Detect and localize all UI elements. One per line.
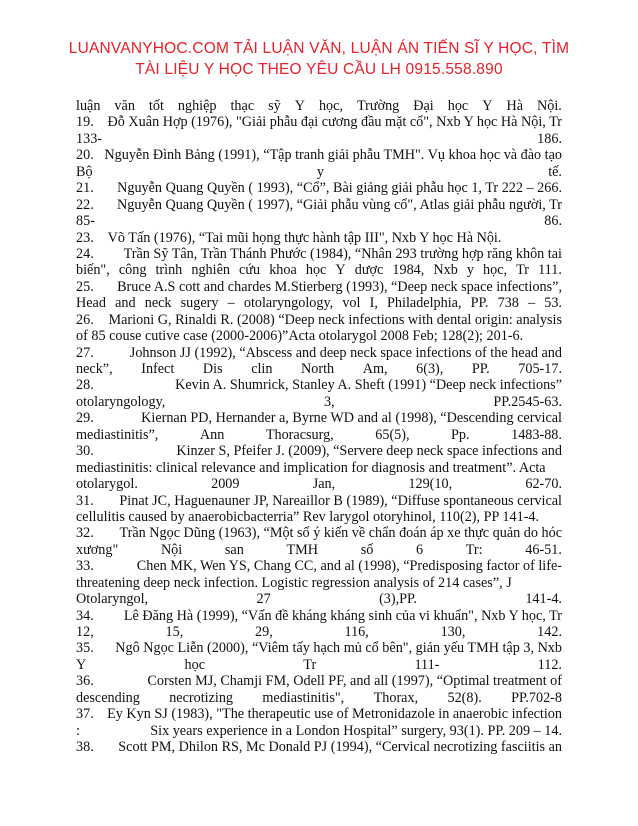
reference-text: Johnson JJ (1992), “Abscess and deep neck space infections of the head and xyxy=(129,344,562,361)
reference-text: 6(3), xyxy=(416,361,444,377)
reference-line xyxy=(76,739,562,755)
reference-line xyxy=(76,460,562,476)
reference-text: of 85 couse cutive case (2000-2006)”Acta otolarygol 2008 Feb; 128(2); 201-6. xyxy=(76,328,524,345)
reference-line xyxy=(76,608,562,624)
reference-text: y xyxy=(316,163,324,180)
reference-text: 33. xyxy=(76,558,94,575)
reference-line xyxy=(76,427,562,443)
reference-line xyxy=(76,525,562,541)
reference-line xyxy=(76,706,562,722)
reference-text: Thorax, xyxy=(373,689,419,706)
banner-line-2: TÀI LIỆU Y HỌC THEO YÊU CẦU LH 0915.558.890 xyxy=(135,61,503,78)
reference-text: học xyxy=(447,98,469,114)
reference-text: Y xyxy=(76,656,87,673)
reference-text: học xyxy=(305,262,327,279)
reference-text: North xyxy=(301,361,335,377)
reference-text: san xyxy=(224,541,244,558)
reference-line xyxy=(76,295,562,311)
reference-text: 129(10, xyxy=(408,476,453,493)
reference-text: : xyxy=(76,722,80,739)
reference-text: Y xyxy=(335,262,346,279)
reference-line xyxy=(76,114,562,130)
reference-text: clin xyxy=(251,361,273,377)
reference-text: neck”, xyxy=(76,361,113,377)
reference-text: 62-70. xyxy=(525,476,562,493)
reference-text: 31. xyxy=(76,492,94,509)
reference-text: Đỗ Xuân Hợp (1976), "Giải phẫu đại cương đầu mặt cổ", Nxb Y học Hà Nội, Tr xyxy=(107,114,562,131)
reference-text: 27. xyxy=(76,344,94,361)
reference-text: Pinat JC, Haguenauner JP, Nareaillor B (1989), “Diffuse spontaneous cervical xyxy=(119,492,562,509)
reference-text: nghiệp xyxy=(177,98,217,114)
reference-text: cứu xyxy=(239,262,261,279)
reference-text: vol xyxy=(342,295,361,312)
reference-text: tốt xyxy=(148,98,164,114)
reference-line xyxy=(76,575,562,591)
reference-line xyxy=(76,312,562,328)
reference-line xyxy=(76,377,562,393)
reference-text: mediastinitis: clinical relevance and implication for diagnosis and treatment”. Acta xyxy=(76,459,546,476)
reference-text: 3, xyxy=(324,393,335,410)
reference-text: necrotizing xyxy=(169,689,234,706)
reference-text: tế. xyxy=(548,163,562,180)
reference-line xyxy=(76,361,562,377)
reference-text: Am, xyxy=(362,361,388,377)
reference-text: – xyxy=(227,295,235,312)
reference-text: 35. xyxy=(76,640,94,657)
reference-line xyxy=(76,493,562,509)
reference-text: neck xyxy=(144,295,172,312)
reference-text: Ngô Ngọc Liễn (2000), “Viêm tấy hạch mủ cổ bên", giản yếu TMH tập 3, Nxb xyxy=(115,640,562,657)
reference-text: 46-51. xyxy=(525,541,562,558)
reference-text: 130, xyxy=(440,624,466,640)
reference-text: Tr xyxy=(516,262,530,279)
reference-text: PP.702-8 xyxy=(511,689,562,706)
reference-text: 36. xyxy=(76,673,94,690)
reference-text: Nội xyxy=(160,541,183,558)
reference-text: Ann xyxy=(199,426,225,443)
reference-text: Nguyễn Đình Bảng (1991), “Tập tranh giải phẫu TMH". Vụ khoa học và đào tạo xyxy=(104,147,562,164)
reference-text: Lê Đăng Hà (1999), “Vấn đề kháng kháng sinh của vi khuẩn", Nxb Y học, Tr xyxy=(123,607,562,624)
reference-text: 738 xyxy=(497,295,519,312)
reference-line xyxy=(76,690,562,706)
reference-text: and xyxy=(115,295,136,312)
reference-text: Dis xyxy=(202,361,223,377)
reference-text: 186. xyxy=(537,130,562,147)
reference-text: 30. xyxy=(76,443,94,460)
reference-line xyxy=(76,476,562,492)
reference-line xyxy=(76,394,562,410)
reference-text: thạc xyxy=(230,98,255,114)
reference-text: Infect xyxy=(141,361,175,377)
reference-text: Head xyxy=(76,295,106,312)
reference-text: Nội. xyxy=(536,98,562,114)
reference-text: PP.2545-63. xyxy=(493,393,562,410)
reference-text: Kevin A. Shumrick, Stanley A. Sheft (1991) “Deep neck infections” xyxy=(175,377,562,394)
reference-text: 29. xyxy=(76,410,94,427)
reference-text: 27 xyxy=(256,591,271,608)
reference-list xyxy=(76,98,562,756)
reference-text: 38. xyxy=(76,739,94,756)
reference-line xyxy=(76,213,562,229)
reference-text: Otolaryngol, xyxy=(76,591,149,608)
reference-text: 85- xyxy=(76,213,95,230)
reference-text: (3),PP. xyxy=(379,591,417,608)
reference-text: Hà xyxy=(506,98,523,114)
reference-text: sỹ xyxy=(268,98,281,114)
reference-text: otolarygol. xyxy=(76,476,138,493)
reference-text: cellulitis caused by anaerobicbacterria” Rev larygol otoryhinol, 110(2), PP 141-4. xyxy=(76,508,540,525)
reference-text: Trường xyxy=(356,98,400,114)
reference-text: Nguyễn Quang Quyền ( 1993), “Cổ”, Bài giảng giải phẫu học 1, Tr 222 – 266. xyxy=(117,180,562,197)
reference-text: trình xyxy=(155,262,183,279)
reference-text: descending xyxy=(76,689,140,706)
reference-text: xương" xyxy=(76,541,119,558)
reference-text: văn xyxy=(114,98,135,114)
reference-line xyxy=(76,657,562,673)
reference-text: 65(5), xyxy=(375,426,410,443)
reference-text: Thoracsurg, xyxy=(265,426,334,443)
reference-text: số xyxy=(360,541,374,558)
reference-line xyxy=(76,345,562,361)
reference-line xyxy=(76,558,562,574)
reference-text: 12, xyxy=(76,624,94,640)
reference-text: Bộ xyxy=(76,163,93,180)
reference-text: Pp. xyxy=(451,426,470,443)
reference-text: Y xyxy=(294,98,305,114)
reference-text: 37. xyxy=(76,706,94,723)
reference-text: công xyxy=(118,262,147,279)
reference-line xyxy=(76,164,562,180)
reference-text: Y xyxy=(482,98,493,114)
reference-text: 705-17. xyxy=(518,361,562,377)
reference-text: – xyxy=(527,295,536,312)
reference-text: 19. xyxy=(76,114,94,131)
reference-text: Đại xyxy=(413,98,434,114)
reference-text: otolaryngology, xyxy=(243,295,334,312)
banner-line-1: LUANVANYHOC.COM TẢI LUẬN VĂN, LUẬN ÁN TIẾN SĨ Y HỌC, TÌM xyxy=(68,40,570,57)
reference-text: Nxb xyxy=(433,262,458,279)
reference-text: 141-4. xyxy=(525,591,562,608)
reference-line xyxy=(76,180,562,196)
reference-text: mediastinitis", xyxy=(262,689,345,706)
reference-text: threatening deep neck infection. Logistic regression analysis of 214 cases”, J xyxy=(76,574,512,591)
reference-text: học xyxy=(184,656,206,673)
reference-text: 133- xyxy=(76,130,103,147)
reference-line xyxy=(76,640,562,656)
reference-line xyxy=(76,624,562,640)
reference-text: PP. xyxy=(470,295,489,312)
reference-line xyxy=(76,131,562,147)
reference-text: TMH xyxy=(286,541,319,558)
reference-text: Philadelphia, xyxy=(387,295,462,312)
reference-text: khoa xyxy=(269,262,297,279)
reference-text: Jan, xyxy=(312,476,336,493)
reference-text: 111- xyxy=(414,656,440,673)
reference-text: 26. xyxy=(76,311,94,328)
site-banner xyxy=(0,38,638,80)
reference-text: 32. xyxy=(76,525,94,542)
reference-line xyxy=(76,197,562,213)
reference-text: Kiernan PD, Hernander a, Byrne WD and al (1998), “Descending cervical xyxy=(141,410,562,427)
reference-text: 20. xyxy=(76,147,94,164)
reference-line xyxy=(76,230,562,246)
reference-text: 28. xyxy=(76,377,94,394)
reference-text: 86. xyxy=(544,213,562,230)
reference-text: 52(8). xyxy=(447,689,482,706)
reference-text: 21. xyxy=(76,180,94,197)
reference-text: Trần Ngọc Dũng (1963), “Một số ý kiến về chẩn đoán áp xe thực quản do hóc xyxy=(119,525,562,542)
reference-line xyxy=(76,147,562,163)
reference-text: 25. xyxy=(76,278,94,295)
reference-text: nghiên xyxy=(191,262,230,279)
reference-line xyxy=(76,328,562,344)
reference-text: PP. xyxy=(471,361,490,377)
reference-text: sugery xyxy=(180,295,219,312)
reference-text: 1984, xyxy=(392,262,425,279)
reference-line xyxy=(76,542,562,558)
reference-line xyxy=(76,279,562,295)
reference-text: luận xyxy=(76,98,101,114)
reference-line xyxy=(76,410,562,426)
reference-text: Bruce A.S cott and chardes M.Stierberg (1993), “Deep neck space infections”, xyxy=(117,278,562,295)
reference-text: biến", xyxy=(76,262,110,279)
reference-line xyxy=(76,443,562,459)
reference-text: học, xyxy=(318,98,343,114)
reference-text: 24. xyxy=(76,245,94,262)
reference-line xyxy=(76,262,562,278)
reference-text: dược xyxy=(354,262,384,279)
reference-line xyxy=(76,673,562,689)
reference-line xyxy=(76,246,562,262)
reference-text: 23. xyxy=(76,229,94,246)
reference-text: Võ Tấn (1976), “Tai mũi họng thực hành tập III", Nxb Y học Hà Nội. xyxy=(93,229,502,246)
reference-text: Trần Sỹ Tân, Trần Thánh Phước (1984), “Nhân 293 trường hợp răng khôn tai xyxy=(123,245,562,262)
reference-text: 1483-88. xyxy=(511,426,562,443)
reference-text: otolaryngology, xyxy=(76,393,166,410)
reference-text: Tr xyxy=(303,656,317,673)
reference-text: mediastinitis”, xyxy=(76,426,159,443)
reference-text: Chen MK, Wen YS, Chang CC, and al (1998), “Predisposing factor of life- xyxy=(136,558,562,575)
reference-text: 15, xyxy=(165,624,184,640)
reference-text: Corsten MJ, Chamji FM, Odell PF, and all (1997), “Optimal treatment of xyxy=(147,673,562,690)
reference-line xyxy=(76,98,562,114)
reference-text: Tr: xyxy=(465,541,483,558)
reference-line xyxy=(76,723,562,739)
reference-text: Scott PM, Dhilon RS, Mc Donald PJ (1994), “Cervical necrotizing fasciitis an xyxy=(118,739,562,756)
reference-text: 6 xyxy=(415,541,424,558)
reference-text: học, xyxy=(483,262,508,279)
reference-line xyxy=(76,591,562,607)
reference-text: Ey Kyn SJ (1983), "The therapeutic use of Metronidazole in anaerobic infection xyxy=(107,706,562,723)
reference-text: 29, xyxy=(255,624,273,640)
reference-text: 116, xyxy=(344,624,369,640)
reference-text: 53. xyxy=(544,295,562,312)
reference-text: 2009 xyxy=(211,476,240,493)
reference-text: I, xyxy=(369,295,378,312)
reference-text: 34. xyxy=(76,607,94,624)
reference-text: 22. xyxy=(76,196,94,213)
reference-text: Marioni G, Rinaldi R. (2008) “Deep neck infections with dental origin: analysis xyxy=(108,311,562,328)
reference-text: 142. xyxy=(537,624,562,640)
reference-text: 112. xyxy=(537,656,562,673)
reference-text: Kinzer S, Pfeifer J. (2009), “Servere deep neck space infections and xyxy=(176,443,562,460)
reference-text: y xyxy=(466,262,474,279)
reference-text: Six years experience in a London Hospital” surgery, 93(1). PP. 209 – 14. xyxy=(150,722,562,739)
reference-text: 111. xyxy=(538,262,562,279)
reference-text: Nguyễn Quang Quyền ( 1997), “Giải phẫu vùng cổ", Atlas giải phẫu người, Tr xyxy=(117,196,562,213)
reference-line xyxy=(76,509,562,525)
